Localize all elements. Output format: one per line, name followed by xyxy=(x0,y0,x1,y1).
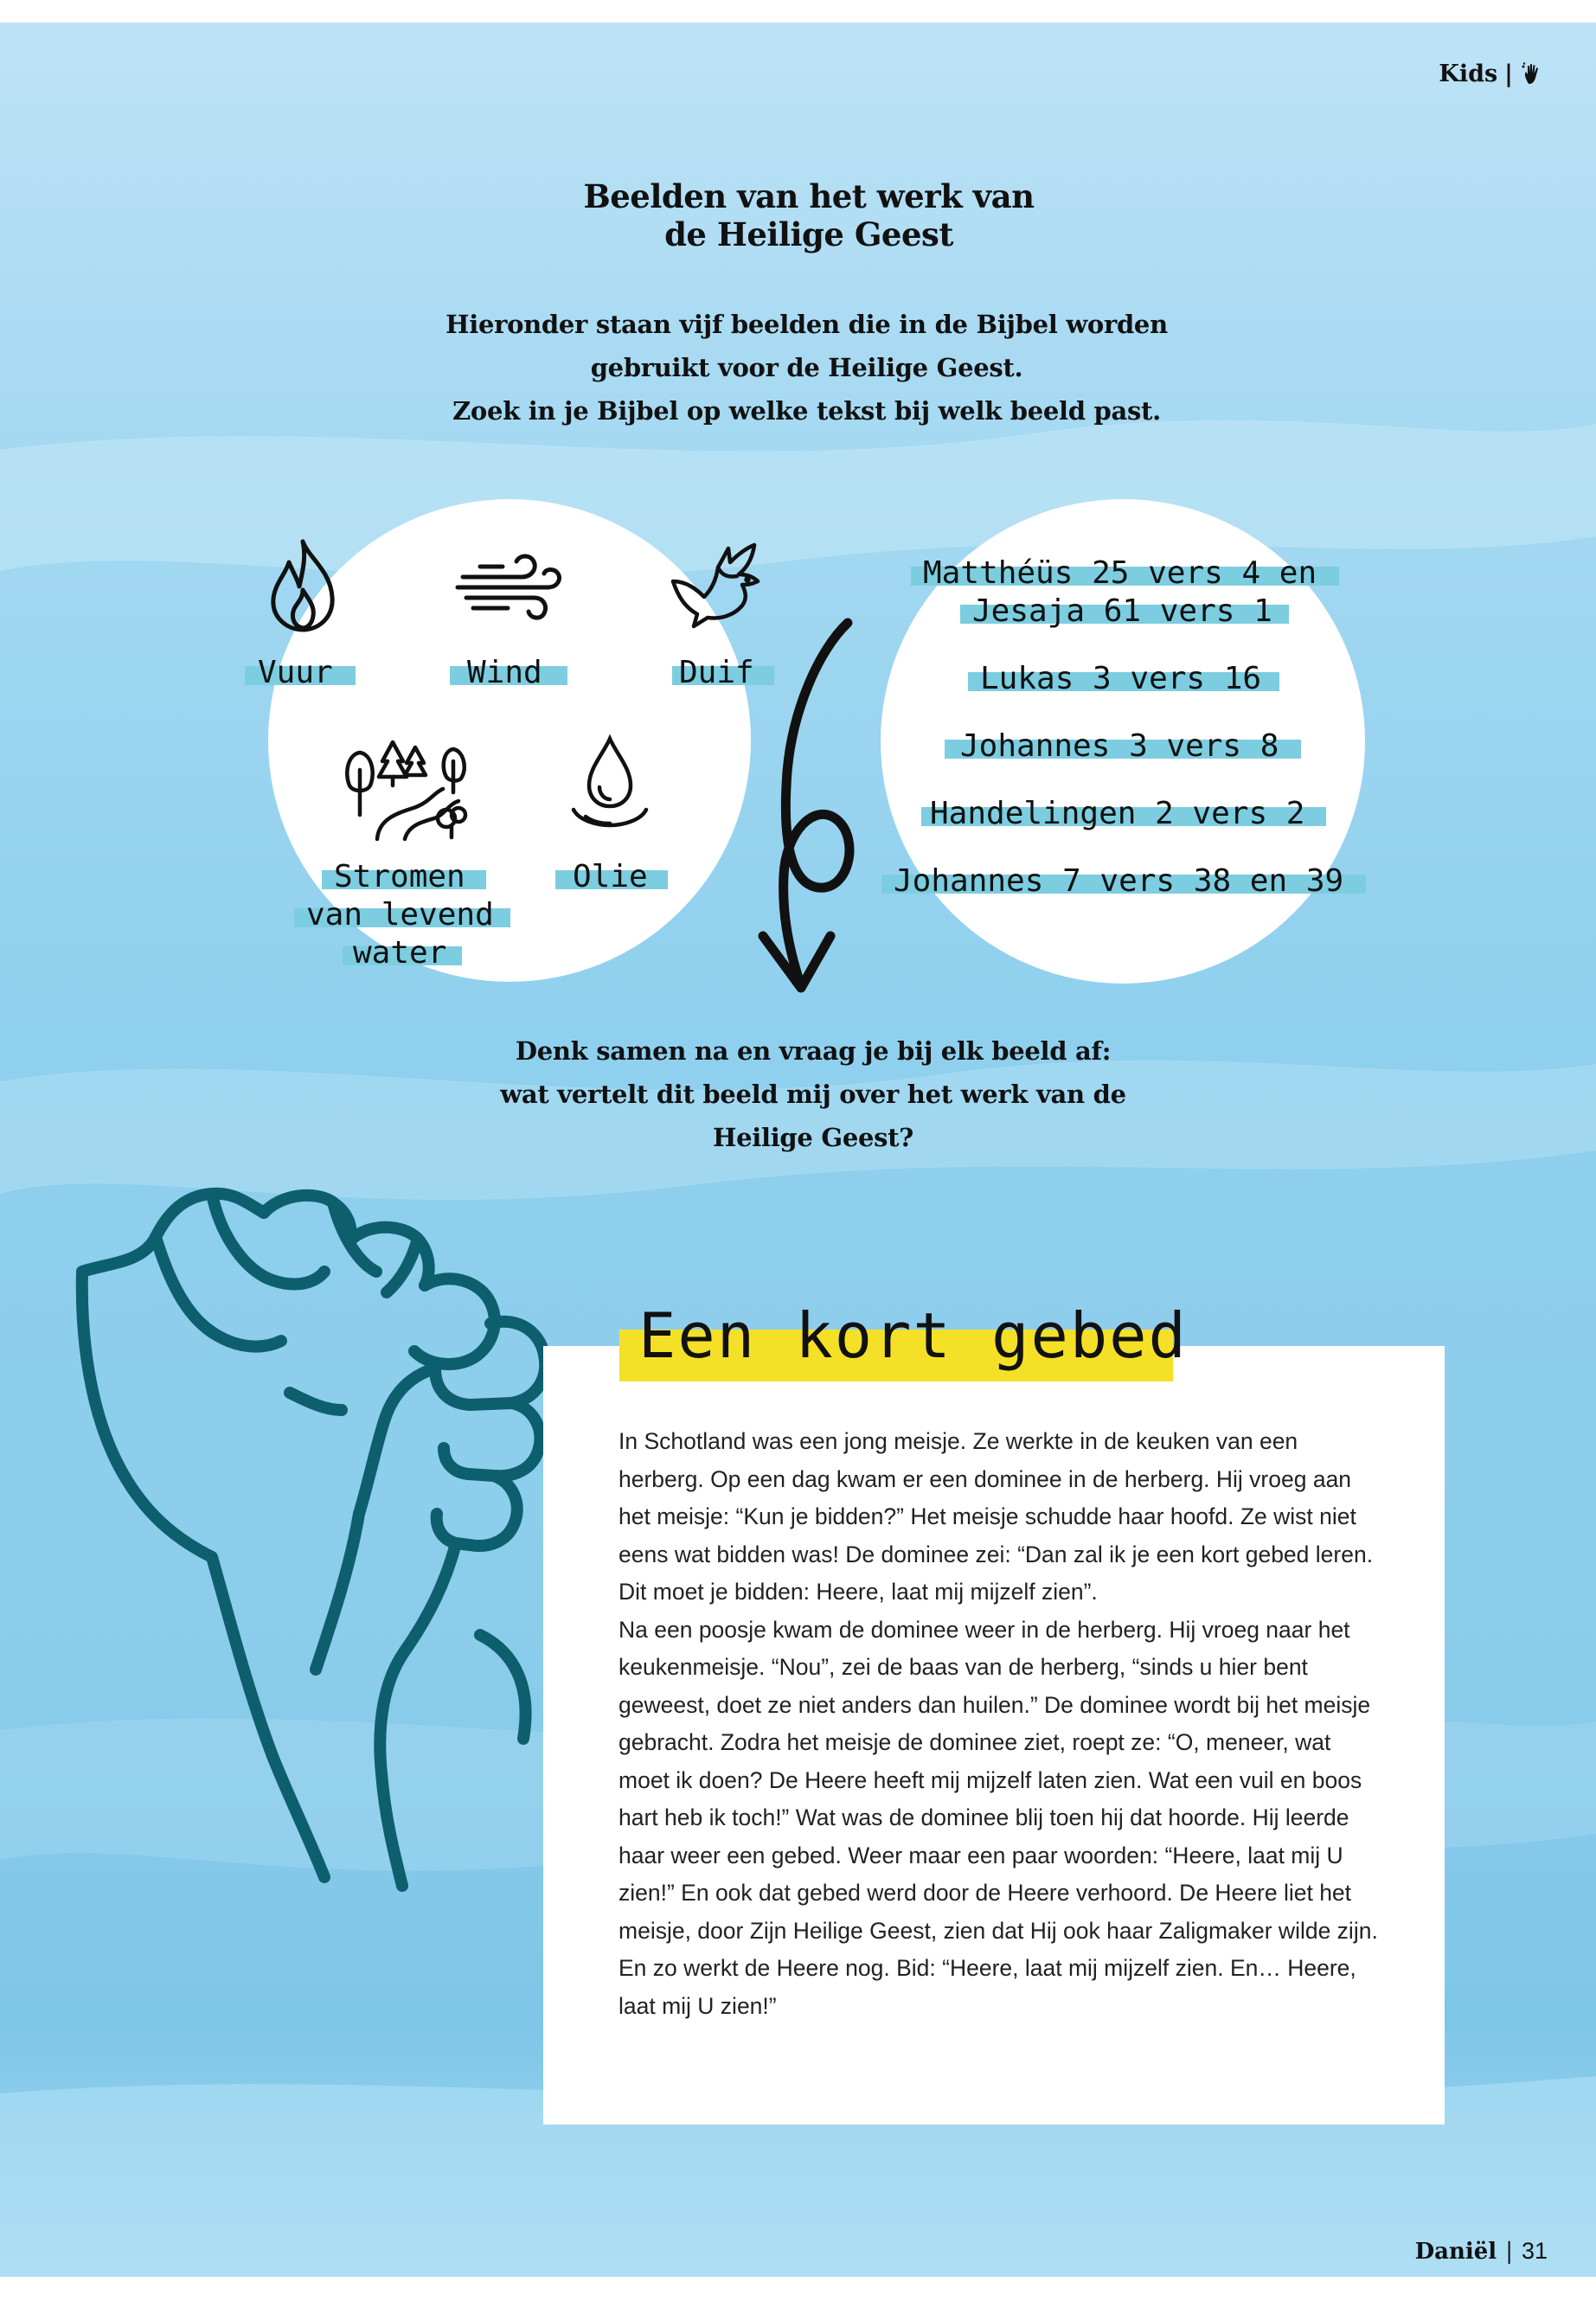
label-stromen-2: van levend xyxy=(306,898,494,933)
reflection-line-3: Heilige Geest? xyxy=(713,1123,913,1152)
oil-drop-icon xyxy=(567,734,653,836)
label-duif: Duif xyxy=(679,656,754,690)
story-body xyxy=(619,1423,1380,2025)
story-paragraph-3: En zo werkt de Heere nog. Bid: “Heere, laat mij mijzelf zien. En… Heere, laat mij U zien!” xyxy=(619,1955,1356,2019)
label-vuur: Vuur xyxy=(258,656,333,690)
label-olie: Olie xyxy=(573,860,648,894)
label-stromen-3: water xyxy=(353,936,446,971)
story-title: Een kort gebed xyxy=(638,1299,1188,1372)
page-footer xyxy=(1415,2238,1548,2265)
reflection-line-1: Denk samen na en vraag je bij elk beeld af: xyxy=(515,1036,1112,1066)
bottom-border xyxy=(0,2277,1596,2301)
wind-icon xyxy=(454,541,562,627)
section-label: Kids xyxy=(1439,61,1498,87)
intro-line-3: Zoek in je Bijbel op welke tekst bij welk beeld past. xyxy=(452,396,1161,426)
magazine-name: Daniël xyxy=(1414,2238,1497,2265)
fire-icon xyxy=(260,536,346,633)
intro-line-1: Hieronder staan vijf beelden die in de Bijbel worden xyxy=(445,310,1168,339)
verse-matthew: Matthéüs 25 vers 4 en xyxy=(923,556,1317,591)
footer-separator: | xyxy=(1505,2238,1513,2265)
section-header xyxy=(1439,61,1546,87)
verse-acts: Handelingen 2 vers 2 xyxy=(930,797,1304,831)
label-wind: Wind xyxy=(467,656,542,690)
reflection-line-2: wat vertelt dit beeld mij over het werk van de xyxy=(500,1080,1126,1109)
title-line-2: de Heilige Geest xyxy=(664,215,953,253)
header-separator: | xyxy=(1504,61,1513,87)
verse-john-3: Johannes 3 vers 8 xyxy=(960,729,1279,764)
intro-text xyxy=(407,303,1207,433)
label-stromen-1: Stromen xyxy=(334,860,465,894)
top-border xyxy=(0,0,1596,22)
page-title xyxy=(484,177,1133,253)
title-line-1: Beelden van het werk van xyxy=(583,177,1035,215)
intro-line-2: gebruikt voor de Heilige Geest. xyxy=(590,353,1023,382)
verse-luke: Lukas 3 vers 16 xyxy=(980,662,1261,696)
stream-trees-icon xyxy=(337,735,484,843)
hand-icon xyxy=(1520,61,1546,87)
story-paragraph-2: Na een poosje kwam de dominee weer in de herberg. Hij vroeg naar het keukenmeisje. “Nou”, zei de baas van de herberg, “sinds u hier bent geweest, doet ze niet anders dan huilen.” De dominee wordt bij het meisje gebracht. Zodra het meisje de dominee ziet, roept ze: “O, meneer, wat moet ik doen? De Heere heeft mij mijzelf laten zien. Wat een vuil en boos hart heb ik toch!” Wat was de dominee blij toen hij dat hoorde. Hij leerde haar weer een gebed. Weer maar een paar woorden: “Heere, laat mij U zien!” En ook dat gebed werd door de Heere verhoord. De Heere liet het meisje, door Zijn Heilige Geest, zien dat Hij ook haar Zaligmaker wilde zijn. xyxy=(619,1616,1378,1944)
story-paragraph-1: In Schotland was een jong meisje. Ze werkte in de keuken van een herberg. Op een dag kwam er een dominee in de herberg. Hij vroeg aan het meisje: “Kun je bidden?” Het meisje schudde haar hoofd. Ze wist niet eens wat bidden was! De dominee zei: “Dan zal ik je een kort gebed leren. Dit moet je bidden: Heere, laat mij mijzelf zien”. xyxy=(619,1428,1374,1605)
verse-isaiah: Jesaja 61 vers 1 xyxy=(972,594,1272,629)
verse-john-7: Johannes 7 vers 38 en 39 xyxy=(894,864,1343,899)
page-number: 31 xyxy=(1521,2238,1548,2264)
